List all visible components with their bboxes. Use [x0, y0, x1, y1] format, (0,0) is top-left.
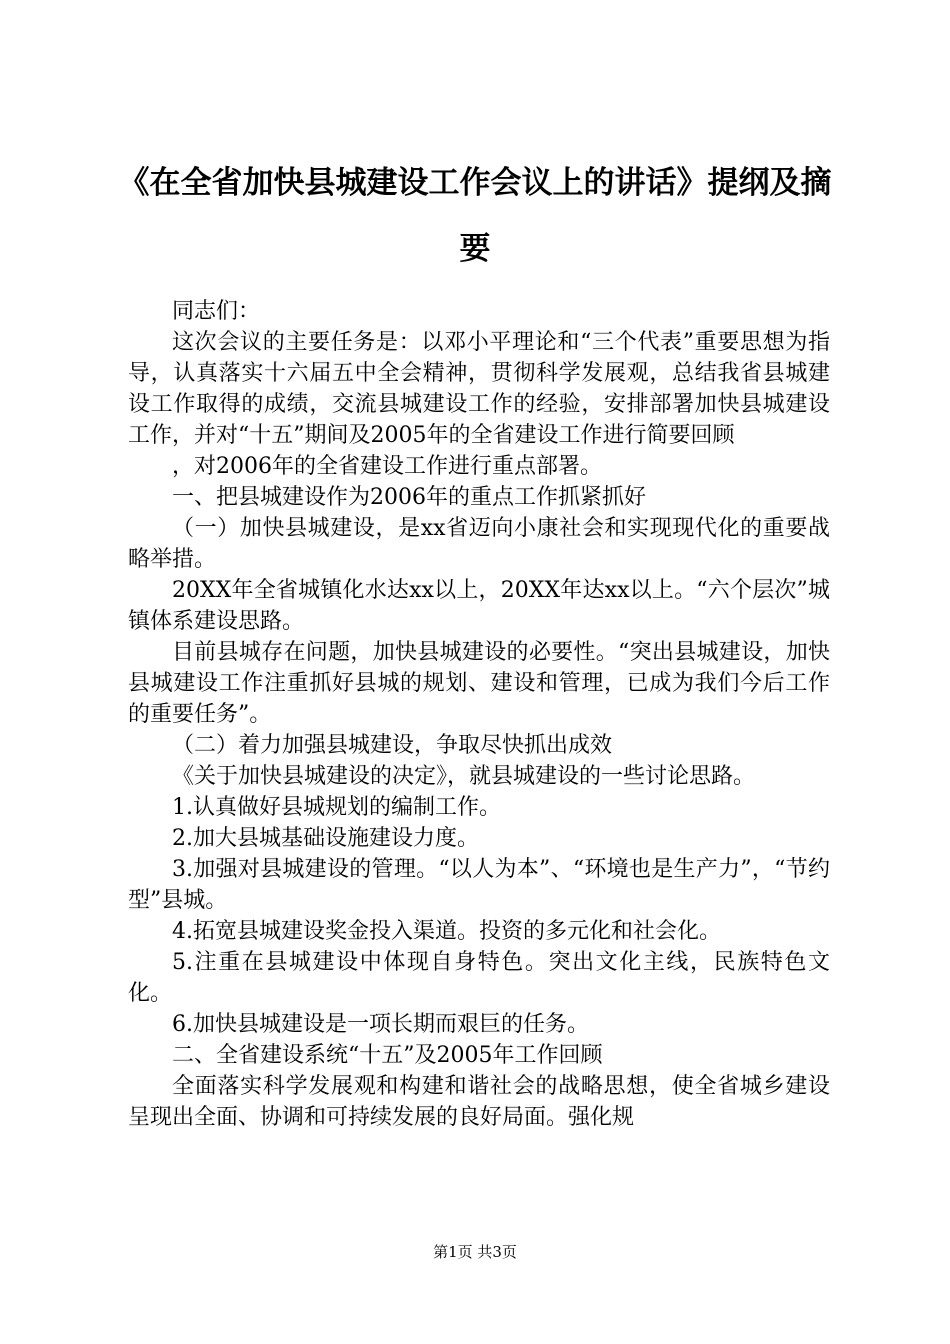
document-body [128, 296, 830, 1133]
body-paragraph: 20XX年全省城镇化水达xx以上，20XX年达xx以上。“六个层次”城镇体系建设思路。 [128, 578, 830, 634]
page-number-footer: 第1页 共3页 [433, 1243, 517, 1261]
list-item: 1.认真做好县城规划的编制工作。 [172, 795, 501, 820]
body-paragraph: 这次会议的主要任务是：以邓小平理论和“三个代表”重要思想为指导，认真落实十六届五中全会精神，贯彻科学发展观，总结我省县城建设工作取得的成绩，交流县城建设工作的经验，安排部署加快县城建设工作，并对“十五”期间及2005年的全省建设工作进行简要回顾 [128, 330, 830, 448]
list-item: 6.加快县城建设是一项长期而艰巨的任务。 [172, 1012, 589, 1037]
subsection-heading: （二）着力加强县城建设，争取尽快抓出成效 [172, 733, 613, 758]
document-title: 《在全省加快县城建设工作会议上的讲话》提纲及摘要 [118, 165, 832, 267]
body-paragraph: ，对2006年的全省建设工作进行重点部署。 [172, 454, 602, 479]
body-paragraph: 全面落实科学发展观和构建和谐社会的战略思想，使全省城乡建设呈现出全面、协调和可持续发展的良好局面。强化规 [128, 1074, 830, 1130]
body-paragraph: 《关于加快县城建设的决定》，就县城建设的一些讨论思路。 [172, 764, 756, 789]
salutation-paragraph: 同志们： [172, 299, 261, 324]
body-paragraph: 目前县城存在问题，加快县城建设的必要性。“突出县城建设，加快县城建设工作注重抓好县城的规划、建设和管理，已成为我们今后工作的重要任务”。 [128, 640, 830, 727]
list-item: 2.加大县城基础设施建设力度。 [172, 826, 479, 851]
list-item: 5.注重在县城建设中体现自身特色。突出文化主线，民族特色文化。 [128, 950, 830, 1006]
list-item: 3.加强对县城建设的管理。“以人为本”、“环境也是生产力”，“节约型”县城。 [128, 857, 830, 913]
body-paragraph: （一）加快县城建设，是xx省迈向小康社会和实现现代化的重要战略举措。 [128, 516, 830, 572]
section-heading: 一、把县城建设作为2006年的重点工作抓紧抓好 [172, 485, 646, 510]
section-heading: 二、全省建设系统“十五”及2005年工作回顾 [172, 1043, 603, 1068]
list-item: 4.拓宽县城建设奖金投入渠道。投资的多元化和社会化。 [172, 919, 721, 944]
